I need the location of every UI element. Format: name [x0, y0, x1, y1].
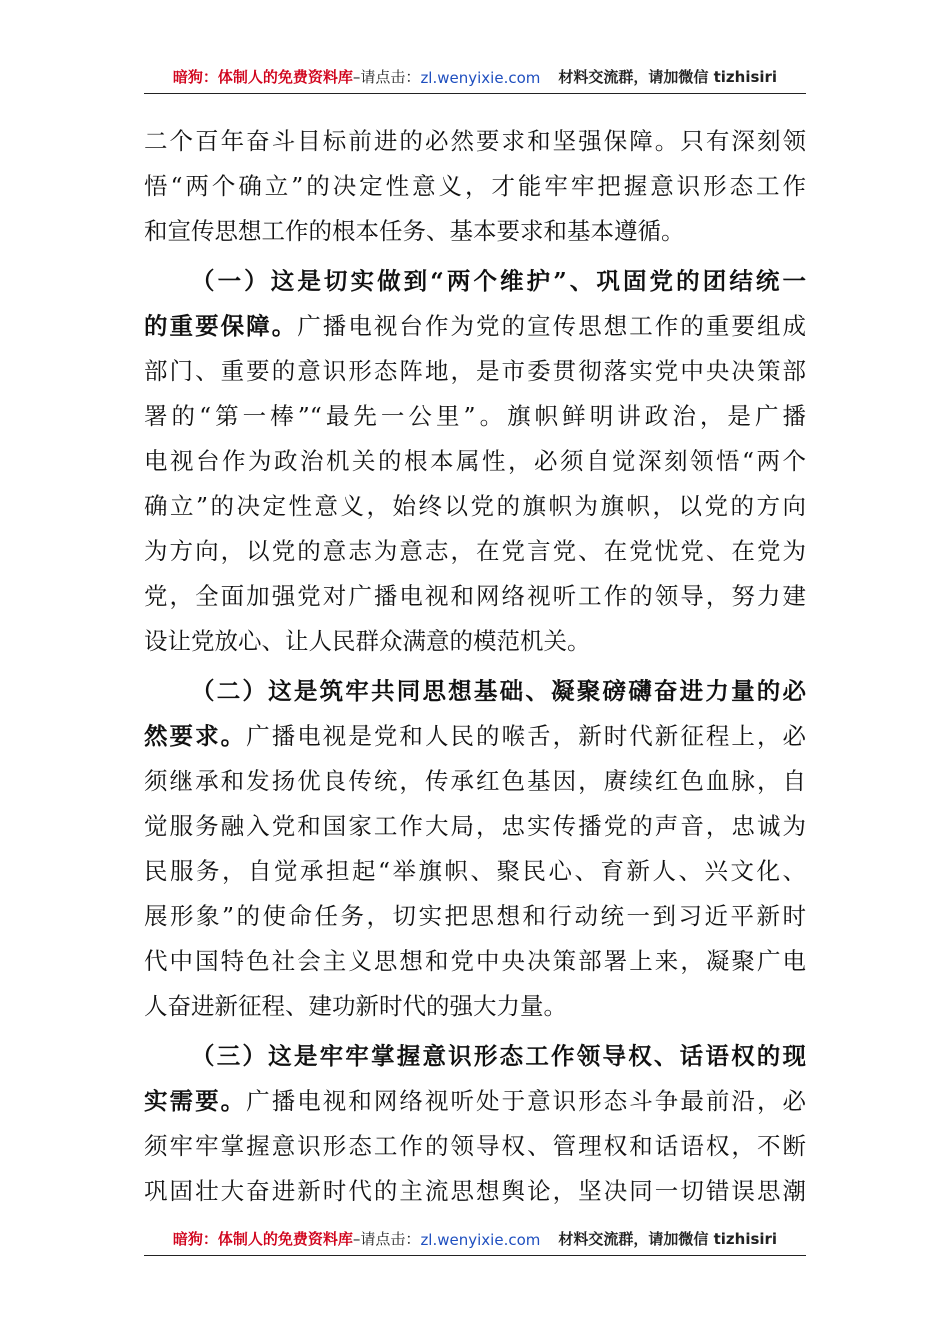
text-line: 须牢牢掌握意识形态工作的领导权、管理权和话语权，不断	[144, 1132, 806, 1160]
text-line: 电视台作为政治机关的根本属性，必须自觉深刻领悟“两个	[144, 447, 806, 475]
text-line: 部门、重要的意识形态阵地，是市委贯彻落实党中央决策部	[144, 357, 806, 385]
contact-note: 材料交流群，请加微信 tizhisiri	[558, 1230, 778, 1248]
text-line: 和宣传思想工作的根本任务、基本要求和基本遵循。	[144, 217, 685, 245]
section-1-paragraph	[144, 259, 806, 664]
document-body	[144, 119, 806, 1219]
text-line: 须继承和发扬优良传统，传承红色基因，赓续红色血脉，自	[144, 767, 806, 795]
section-heading-tail: 的重要保障。	[144, 312, 298, 340]
text-line: 党，全面加强党对广播电视和网络视听工作的领导，努力建	[144, 582, 806, 610]
site-url-link[interactable]: zl.wenyixie.com	[420, 1231, 541, 1249]
text-line: 为方向，以党的意志为意志，在党言党、在党忧党、在党为	[144, 537, 806, 565]
section-3-paragraph	[144, 1034, 806, 1214]
text-line: 人奋进新征程、建功新时代的强大力量。	[144, 992, 567, 1020]
brand-link[interactable]: 暗狗：体制人的免费资料库	[172, 68, 353, 86]
section-heading-tail: 实需要。	[144, 1087, 247, 1115]
text-line: 民服务，自觉承担起“举旗帜、聚民心、育新人、兴文化、	[144, 857, 806, 885]
text-line: 展形象”的使命任务，切实把思想和行动统一到习近平新时	[144, 902, 806, 930]
text-line: 的重要保障。广播电视台作为党的宣传思想工作的重要组成	[144, 312, 807, 340]
click-prompt: –请点击：	[352, 1230, 421, 1248]
text-line: 署的“第一棒”“最先一公里”。旗帜鲜明讲政治，是广播	[144, 402, 806, 430]
section-2-paragraph	[144, 669, 806, 1029]
section-heading: （二）这是筑牢共同思想基础、凝聚磅礴奋进力量的必	[191, 677, 806, 705]
text-line: 悟“两个确立”的决定性意义，才能牢牢把握意识形态工作	[144, 172, 806, 200]
section-heading-tail: 然要求。	[144, 722, 247, 750]
site-url-link[interactable]: zl.wenyixie.com	[420, 69, 541, 87]
text-line: 确立”的决定性意义，始终以党的旗帜为旗帜，以党的方向	[144, 492, 806, 520]
text-line: 实需要。广播电视和网络视听处于意识形态斗争最前沿，必	[144, 1087, 807, 1115]
paragraph-1	[144, 119, 806, 254]
text-line: 巩固壮大奋进新时代的主流思想舆论，坚决同一切错误思潮	[144, 1177, 806, 1205]
text-line: 设让党放心、让人民群众满意的模范机关。	[144, 627, 591, 655]
section-heading: （三）这是牢牢掌握意识形态工作领导权、话语权的现	[191, 1042, 806, 1070]
text-line: 代中国特色社会主义思想和党中央决策部署上来，凝聚广电	[144, 947, 806, 975]
text-line: 然要求。广播电视是党和人民的喉舌，新时代新征程上，必	[144, 722, 807, 750]
contact-note: 材料交流群，请加微信 tizhisiri	[558, 68, 778, 86]
footer-banner	[144, 1226, 806, 1256]
click-prompt: –请点击：	[352, 68, 421, 86]
text-line: 二个百年奋斗目标前进的必然要求和坚强保障。只有深刻领	[144, 127, 806, 155]
text-line: 觉服务融入党和国家工作大局，忠实传播党的声音，忠诚为	[144, 812, 806, 840]
header-banner	[144, 64, 806, 94]
brand-link[interactable]: 暗狗：体制人的免费资料库	[172, 1230, 353, 1248]
section-heading: （一）这是切实做到“两个维护”、巩固党的团结统一	[191, 267, 806, 295]
